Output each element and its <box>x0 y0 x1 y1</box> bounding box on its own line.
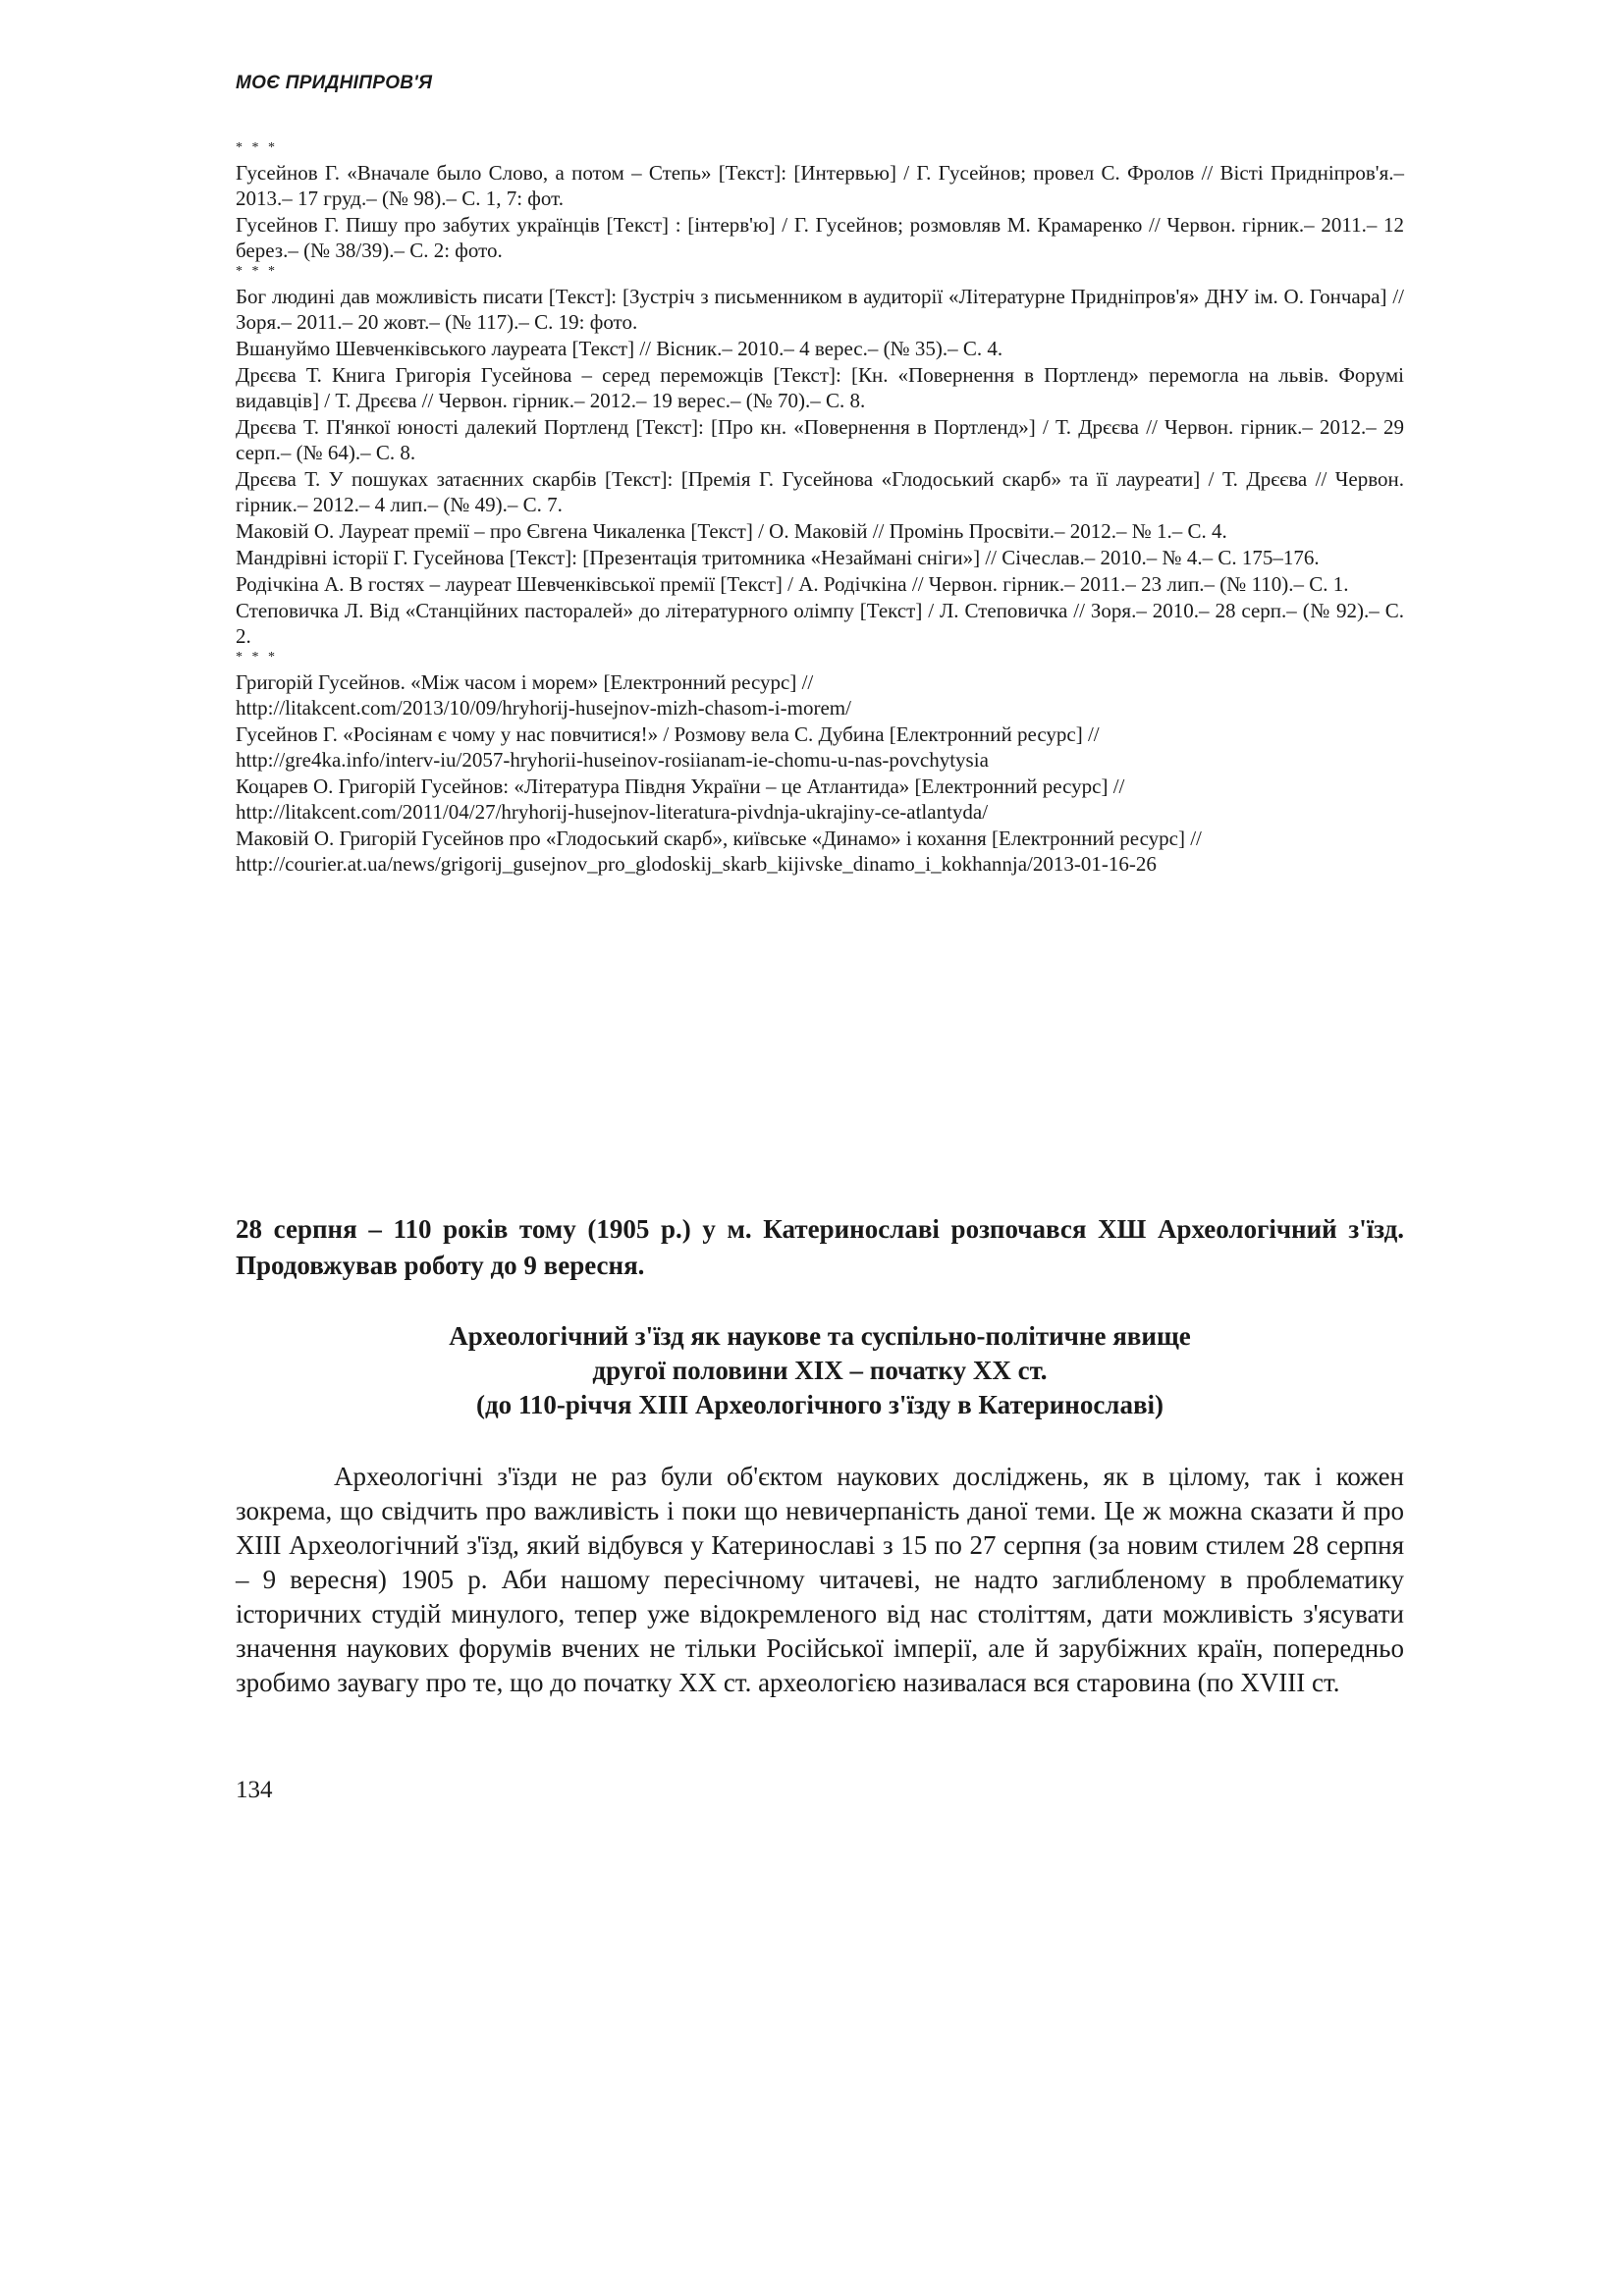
article-title-line: (до 110-річчя ХІІІ Археологічного з'їзду в Катеринославі) <box>475 1390 1164 1419</box>
bib-entry: Мандрівні історії Г. Гусейнова [Текст]: [Презентація тритомника «Незаймані сніги»] // Січеслав.– 2010.– № 4.– С. 175–176. <box>236 546 1320 569</box>
bib-entry-url[interactable]: http://litakcent.com/2013/10/09/hryhorij-husejnov-mizh-chasom-i-morem/ <box>236 696 851 720</box>
article-paragraph: Археологічні з'їзди не раз були об'єктом наукових досліджень, як в цілому, так і кожен зокрема, що свідчить про важливість і поки що невичерпаність даної теми. Це ж можна сказати й про ХІІІ Археологічний з'їзд, який відбувся у Катеринославі з 15 по 27 серпня (за новим стилем 28 серпня – 9 вересня) 1905 р. Аби нашому пересічному читачеві, не надто заглибленому в проблематику історичних студій минулого, тепер уже відокремленого від нас століттям, дати можливість з'ясувати значення наукових форумів вчених не тільки Російської імперії, але й зарубіжних країн, попередньо зробимо заувагу про те, що до початку ХХ ст. археологією називалася вся старовина (по XVIII ст. <box>236 1462 1404 1697</box>
bib-entry-url[interactable]: http://litakcent.com/2011/04/27/hryhorij-husejnov-literatura-pivdnja-ukrajiny-ce-atlantyda/ <box>236 800 989 824</box>
article-title <box>236 1319 1404 1422</box>
section-separator: * * * <box>236 140 278 155</box>
page-number: 134 <box>236 1777 273 1803</box>
event-announcement: 28 серпня – 110 років тому (1905 р.) у м. Катеринославі розпочався ХШ Археологічний з'їзд. Продовжував роботу до 9 вересня. <box>236 1214 1404 1280</box>
article-title-line: Археологічний з'їзд як наукове та суспільно-політичне явище <box>449 1321 1191 1351</box>
bib-entry-text: Маковій О. Григорій Гусейнов про «Глодоський скарб», київське «Динамо» і кохання [Електронний ресурс] // <box>236 827 1202 850</box>
bib-entry: Дрєєва Т. У пошуках затаєнних скарбів [Текст]: [Премія Г. Гусейнова «Глодоський скарб» та її лауреати] / Т. Дрєєва // Червон. гірник.– 2012.– 4 лип.– (№ 49).– С. 7. <box>236 467 1404 516</box>
bib-entry: Гусейнов Г. «Вначале было Слово, а потом – Степь» [Текст]: [Интервью] / Г. Гусейнов; провел С. Фролов // Вісті Придніпров'я.– 2013.– 17 груд.– (№ 98).– С. 1, 7: фот. <box>236 161 1404 210</box>
bib-entry-text: Григорій Гусейнов. «Між часом і морем» [Електронний ресурс] // <box>236 670 814 694</box>
bib-entry-online <box>236 826 1404 877</box>
running-header: МОЄ ПРИДНІПРОВ'Я <box>236 73 433 93</box>
section-separator: * * * <box>236 650 278 665</box>
bib-entry: Родічкіна А. В гостях – лауреат Шевченківської премії [Текст] / А. Родічкіна // Червон. гірник.– 2011.– 23 лип.– (№ 110).– С. 1. <box>236 572 1349 596</box>
section-separator: * * * <box>236 264 278 279</box>
bib-entry-online <box>236 721 1404 773</box>
bib-entry-text: Коцарев О. Григорій Гусейнов: «Література Півдня України – це Атлантида» [Електронний ресурс] // <box>236 774 1125 798</box>
bib-entry: Гусейнов Г. Пишу про забутих українців [Текст] : [інтерв'ю] / Г. Гусейнов; розмовляв М. Крамаренко // Червон. гірник.– 2011.– 12 берез.– (№ 38/39).– С. 2: фото. <box>236 213 1404 262</box>
bibliography <box>236 140 1404 878</box>
bib-entry-online <box>236 774 1404 825</box>
bib-entry-online <box>236 669 1404 721</box>
bib-entry: Дрєєва Т. П'янкої юності далекий Портленд [Текст]: [Про кн. «Повернення в Портленд»] / Т. Дрєєва // Червон. гірник.– 2012.– 29 серп.– (№ 64).– С. 8. <box>236 415 1404 464</box>
bib-entry: Бог людині дав можливість писати [Текст]: [Зустріч з письменником в аудиторії «Літературне Придніпров'я» ДНУ ім. О. Гончара] // Зоря.– 2011.– 20 жовт.– (№ 117).– С. 19: фото. <box>236 285 1404 334</box>
bib-entry: Маковій О. Лауреат премії – про Євгена Чикаленка [Текст] / О. Маковій // Промінь Просвіти.– 2012.– № 1.– С. 4. <box>236 519 1227 543</box>
bib-entry-url[interactable]: http://gre4ka.info/interv-iu/2057-hryhorii-huseinov-rosiianam-ie-chomu-u-nas-povchytysia <box>236 748 989 772</box>
bib-entry: Степовичка Л. Від «Станційних пасторалей» до літературного олімпу [Текст] / Л. Степовичка // Зоря.– 2010.– 28 серп.– (№ 92).– С. 2. <box>236 599 1404 648</box>
bib-entry-url[interactable]: http://courier.at.ua/news/grigorij_gusejnov_pro_glodoskij_skarb_kijivske_dinamo_i_kokhannja/2013-01-16-26 <box>236 852 1157 876</box>
article-title-line: другої половини ХІХ – початку ХХ ст. <box>592 1356 1048 1385</box>
bib-entry: Дрєєва Т. Книга Григорія Гусейнова – серед переможців [Текст]: [Кн. «Повернення в Портленд» перемогла на львів. Форумі видавців] / Т. Дрєєва // Червон. гірник.– 2012.– 19 верес.– (№ 70).– С. 8. <box>236 363 1404 412</box>
bib-entry-text: Гусейнов Г. «Росіянам є чому у нас повчитися!» / Розмову вела С. Дубина [Електронний ресурс] // <box>236 722 1100 746</box>
bib-entry: Вшануймо Шевченківського лауреата [Текст] // Вісник.– 2010.– 4 верес.– (№ 35).– С. 4. <box>236 337 1003 360</box>
